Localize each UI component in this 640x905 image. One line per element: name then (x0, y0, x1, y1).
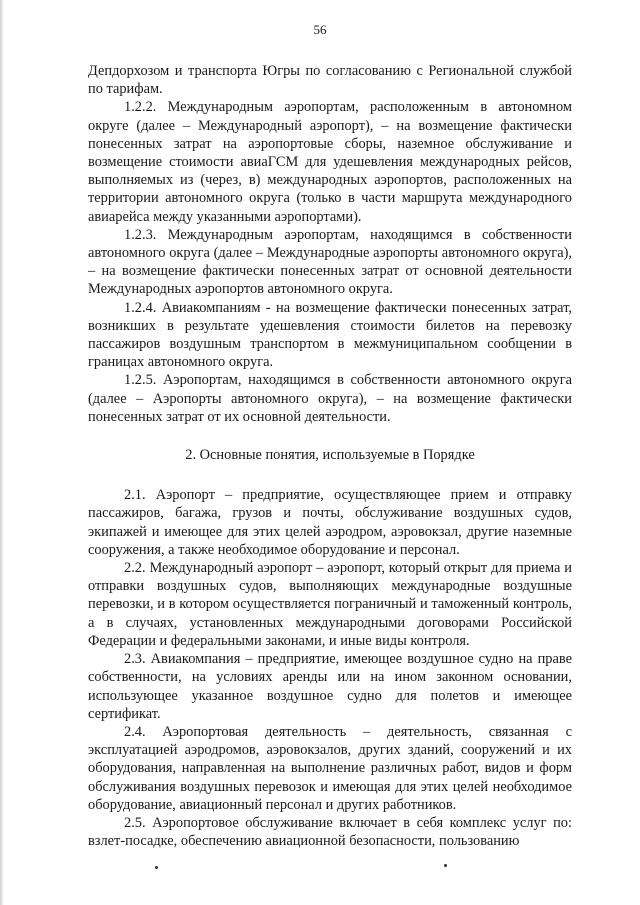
section-heading: 2. Основные понятия, используемые в Порядке (185, 447, 475, 464)
paragraph: 2.2. Международный аэропорт – аэропорт, который открыт для приема и отправки воздушных судов, выполняющих международные воздушные перевозки, и в котором осуществляется пограничный и таможенный контроль, а в случаях, установленных международными договорами Российской Федерации и федеральными законами, и иные виды контроля. (88, 560, 572, 649)
paragraph: 1.2.2. Международным аэропортам, расположенным в автономном округе (далее – Международный аэропорт), – на возмещение фактически понесенных затрат на аэропортовые сборы, наземное обслуживание и возмещение стоимости авиаГСМ для удешевления международных рейсов, выполняемых из (через, в) международных аэропортов, расположенных на территории автономного округа (только в части маршрута международного авиарейса между указанными аэропортами). (88, 99, 572, 225)
paragraph: 1.2.5. Аэропортам, находящимся в собственности автономного округа (далее – Аэропорты автономного округа), – на возмещение фактически понесенных затрат от их основной деятельности. (88, 372, 572, 425)
paragraph: 1.2.3. Международным аэропортам, находящимся в собственности автономного округа (далее – Международные аэропорты автономного округа), – на возмещение фактически понесенных затрат от основной деятельности Международных аэропортов автономного округа. (88, 226, 572, 298)
paragraph: 1.2.4. Авиакомпаниям - на возмещение фактически понесенных затрат, возникших в результате удешевления стоимости билетов на перевозку пассажиров воздушным транспортом в межмуниципальном сообщении в границах автономного округа. (88, 299, 572, 371)
paragraph: 2.4. Аэропортовая деятельность – деятельность, связанная с эксплуатацией аэродромов, аэровокзалов, других зданий, сооружений и их оборудования, направленная на выполнение различных работ, видов и форм обслуживания воздушных перевозок и имеющая для этих целей необходимое оборудование, авиационный персонал и других работников. (88, 723, 572, 813)
scan-dot (155, 866, 158, 869)
section-1-continuation (88, 62, 572, 426)
paragraph: 2.3. Авиакомпания – предприятие, имеющее воздушное судно на праве собственности, на условиях аренды или на ином законном основании, использующее указанное воздушное судно для полетов и имеющее сертификат. (88, 651, 572, 722)
paragraph: 2.1. Аэропорт – предприятие, осуществляющее прием и отправку пассажиров, багажа, грузов и почты, обслуживание воздушных судов, экипажей и имеющее для этих целей аэродром, аэровокзал, другие наземные сооружения, а также необходимое оборудование и персонал. (88, 487, 572, 558)
section-2-definitions (88, 486, 572, 850)
paragraph: Депдорхозом и транспорта Югры по согласованию с Региональной службой по тарифам. (88, 63, 572, 98)
scan-dot (444, 864, 447, 867)
page-number: 56 (313, 22, 327, 37)
paragraph: 2.5. Аэропортовое обслуживание включает в себя комплекс услуг по: взлет-посадке, обеспечению авиационной безопасности, пользованию (88, 814, 572, 850)
scan-edge (0, 0, 3, 905)
document-body (88, 62, 572, 850)
